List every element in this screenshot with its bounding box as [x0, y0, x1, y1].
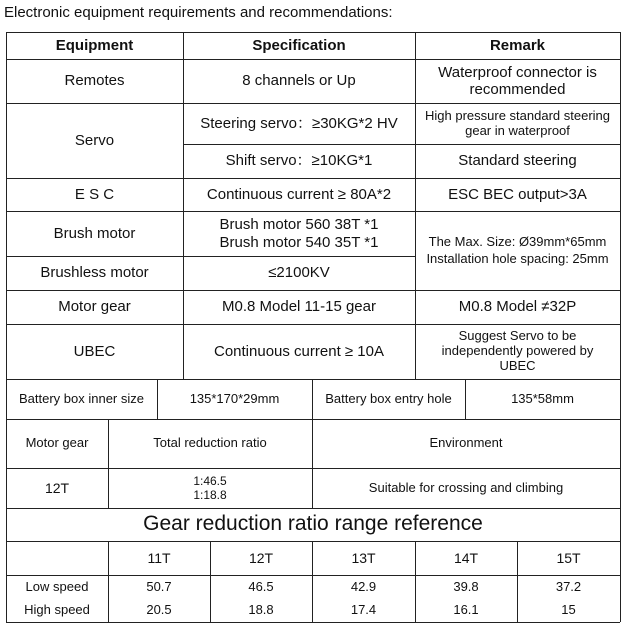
ref-col-13t: 13T [351, 549, 376, 566]
ref-col-11t: 11T [147, 549, 171, 566]
ref-high-speed-label: High speed [24, 601, 90, 617]
ref-low-11t: 50.7 [146, 578, 172, 594]
remark-motor-size-line1: The Max. Size: Ø39mm*65mm [428, 233, 607, 249]
equipment-esc: E S C [74, 185, 115, 203]
remark-remotes [415, 59, 620, 103]
header-specification: Specification [252, 36, 346, 54]
spec-brushless-motor: ≤2100KV [268, 264, 330, 282]
spec-remotes: 8 channels or Up [242, 72, 356, 90]
remark-steering-line2: gear in waterproof [465, 122, 570, 138]
ref-low-speed-label: Low speed [25, 578, 89, 594]
ref-high-11t: 20.5 [146, 601, 172, 617]
remark-steering-servo [415, 103, 620, 144]
equipment-ubec: UBEC [73, 342, 116, 360]
spec-brush-motor-540: Brush motor 540 35T *1 [219, 233, 379, 251]
gear-ratio-1: 1:46.5 [193, 473, 227, 488]
spec-ubec: Continuous current ≥ 10A [214, 342, 384, 360]
remark-motor-size [415, 211, 620, 290]
page-title: Electronic equipment requirements and recommendations: [4, 4, 393, 21]
spec-brush-motor [183, 211, 415, 256]
gear-ratio-value [108, 468, 312, 508]
gear-environment-value: Suitable for crossing and climbing [368, 479, 564, 495]
ref-high-14t: 16.1 [453, 601, 479, 617]
spec-esc: Continuous current ≥ 80A*2 [206, 185, 392, 203]
battery-entry-value: 135*58mm [511, 390, 574, 406]
battery-inner-label: Battery box inner size [18, 390, 144, 406]
remark-ubec-line2: independently powered by [441, 343, 594, 359]
ref-low-14t: 39.8 [453, 578, 479, 594]
spec-motor-gear: M0.8 Model 11-15 gear [222, 298, 376, 316]
spec-brush-motor-560: Brush motor 560 38T *1 [219, 216, 379, 234]
header-remark: Remark [489, 36, 546, 54]
reference-title: Gear reduction ratio range reference [143, 512, 483, 536]
ref-low-15t: 37.2 [555, 578, 582, 594]
ref-col-12t: 12T [248, 549, 274, 566]
remark-motor-gear: M0.8 Model ≠32P [458, 298, 577, 316]
remark-remotes-line2: recommended [469, 81, 566, 98]
remark-ubec [415, 324, 620, 379]
gear-header-ratio: Total reduction ratio [153, 435, 267, 451]
equipment-brush-motor: Brush motor [53, 224, 136, 242]
remark-ubec-line1: Suggest Servo to be [458, 328, 577, 344]
gear-header-motor-gear: Motor gear [25, 435, 89, 451]
ref-col-14t: 14T [453, 549, 479, 566]
gear-motor-gear-value: 12T [44, 479, 70, 496]
spec-shift-servo: Shift servo：≥10KG*1 [225, 152, 373, 170]
remark-steering-line1: High pressure standard steering [425, 107, 610, 123]
ref-col-15t: 15T [556, 549, 581, 566]
header-equipment: Equipment [55, 36, 134, 54]
battery-entry-label: Battery box entry hole [325, 390, 452, 406]
remark-esc: ESC BEC output>3A [448, 185, 587, 203]
equipment-servo: Servo [74, 131, 115, 149]
ref-low-13t: 42.9 [350, 578, 377, 594]
remark-ubec-line3: UBEC [499, 357, 536, 373]
ref-high-12t: 18.8 [248, 601, 274, 617]
equipment-remotes: Remotes [64, 72, 125, 90]
remark-motor-size-line2: Installation hole spacing: 25mm [426, 250, 609, 266]
remark-shift-servo: Standard steering [458, 152, 577, 170]
gear-header-environment: Environment [429, 435, 503, 451]
gear-ratio-2: 1:18.8 [193, 488, 227, 502]
ref-low-12t: 46.5 [248, 578, 274, 594]
equipment-motor-gear: Motor gear [58, 298, 131, 316]
ref-high-15t: 15 [561, 601, 576, 617]
battery-inner-value: 135*170*29mm [189, 390, 280, 406]
ref-high-13t: 17.4 [350, 601, 377, 617]
spec-steering-servo: Steering servo：≥30KG*2 HV [200, 114, 398, 132]
remark-remotes-line1: Waterproof connector is [438, 63, 597, 81]
equipment-brushless-motor: Brushless motor [40, 264, 149, 282]
